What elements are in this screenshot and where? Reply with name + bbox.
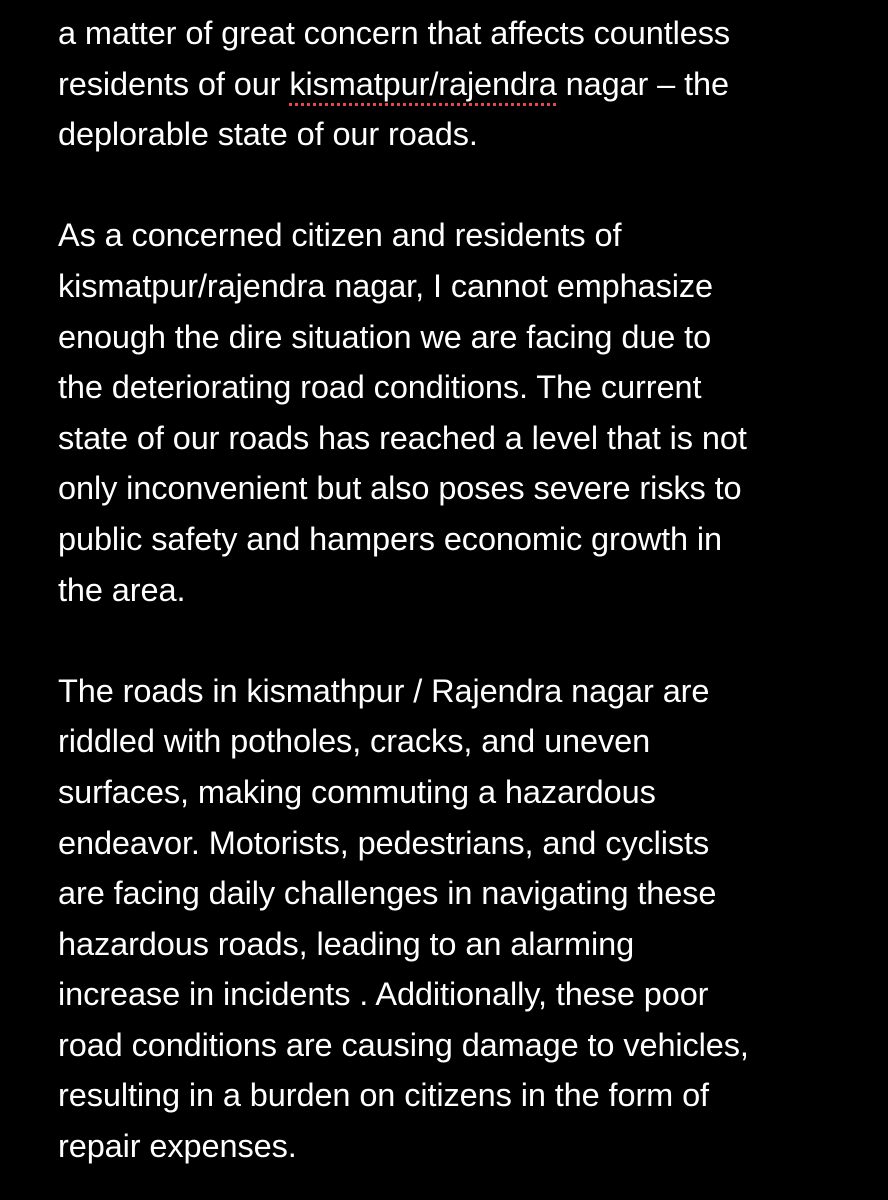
text-line: enough the dire situation we are facing due to bbox=[58, 318, 712, 355]
text-line: hazardous roads, leading to an alarming bbox=[58, 925, 635, 962]
text-line: only inconvenient but also poses severe risks to bbox=[58, 470, 742, 507]
text-segment: residents of our bbox=[58, 65, 290, 102]
paragraph-break bbox=[58, 160, 858, 211]
text-line: road conditions are causing damage to vehicles, bbox=[58, 1026, 749, 1063]
text-line: riddled with potholes, cracks, and uneven bbox=[58, 723, 651, 760]
text-line: state of our roads has reached a level that is not bbox=[58, 419, 747, 456]
text-segment: nagar – the bbox=[556, 65, 729, 102]
text-line: the area. bbox=[58, 571, 186, 608]
text-line: increase in incidents . Additionally, these poor bbox=[58, 976, 709, 1013]
text-line: the deteriorating road conditions. The current bbox=[58, 369, 702, 406]
text-line: surfaces, making commuting a hazardous bbox=[58, 773, 656, 810]
note-body-text[interactable] bbox=[58, 8, 858, 1172]
text-line: The roads in kismathpur / Rajendra nagar are bbox=[58, 672, 710, 709]
text-line: kismatpur/rajendra nagar, I cannot emphasize bbox=[58, 267, 713, 304]
spellcheck-flagged-word[interactable]: kismatpur/rajendra bbox=[289, 65, 557, 102]
text-line: As a concerned citizen and residents of bbox=[58, 217, 622, 254]
text-line bbox=[58, 59, 858, 110]
text-line: resulting in a burden on citizens in the form of bbox=[58, 1077, 709, 1114]
text-line: endeavor. Motorists, pedestrians, and cyclists bbox=[58, 824, 710, 861]
text-line: deplorable state of our roads. bbox=[58, 116, 478, 153]
paragraph-break bbox=[58, 615, 858, 666]
text-line: are facing daily challenges in navigating these bbox=[58, 875, 717, 912]
text-line: public safety and hampers economic growth in bbox=[58, 520, 723, 557]
text-line: a matter of great concern that affects countless bbox=[58, 15, 731, 51]
text-line: repair expenses. bbox=[58, 1128, 297, 1165]
